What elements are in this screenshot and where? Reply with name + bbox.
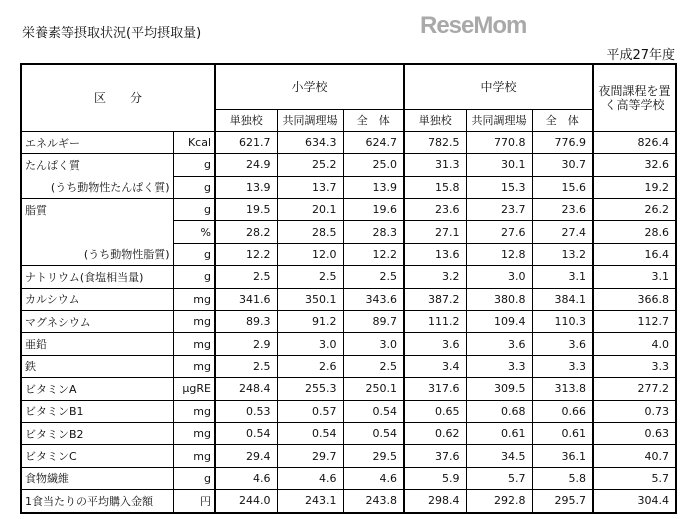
table-row	[21, 378, 676, 400]
value-cell: 28.2	[215, 221, 277, 243]
value-cell: 26.2	[593, 199, 676, 221]
value-cell: 112.7	[593, 311, 676, 333]
table-row	[21, 288, 676, 310]
table-row	[21, 422, 676, 444]
value-cell: 3.1	[532, 266, 593, 288]
value-cell: 5.9	[404, 467, 466, 489]
value-cell: 30.1	[466, 154, 532, 176]
table-row	[21, 311, 676, 333]
category-header: 区 分	[21, 64, 215, 131]
value-cell: 5.8	[532, 467, 593, 489]
row-unit: mg	[173, 288, 215, 310]
value-cell: 111.2	[404, 311, 466, 333]
row-unit: mg	[173, 355, 215, 377]
value-cell: 826.4	[593, 131, 676, 153]
row-unit: Kcal	[173, 131, 215, 153]
value-cell: 317.6	[404, 378, 466, 400]
value-cell: 28.6	[593, 221, 676, 243]
row-unit: mg	[173, 445, 215, 467]
value-cell: 3.4	[404, 355, 466, 377]
value-cell: 0.53	[215, 400, 277, 422]
value-cell: 15.8	[404, 176, 466, 198]
value-cell: 0.54	[343, 422, 404, 444]
table-row	[21, 154, 676, 176]
table-row	[21, 131, 676, 153]
row-unit: g	[173, 467, 215, 489]
value-cell: 255.3	[277, 378, 343, 400]
value-cell: 0.54	[215, 422, 277, 444]
value-cell: 384.1	[532, 288, 593, 310]
row-unit: g	[173, 176, 215, 198]
value-cell: 3.0	[343, 333, 404, 355]
value-cell: 248.4	[215, 378, 277, 400]
value-cell: 3.0	[466, 266, 532, 288]
value-cell: 2.5	[215, 355, 277, 377]
value-cell: 0.61	[532, 422, 593, 444]
value-cell: 0.73	[593, 400, 676, 422]
row-unit: mg	[173, 333, 215, 355]
value-cell: 295.7	[532, 490, 593, 513]
row-label: (うち動物性たんぱく質)	[21, 176, 173, 198]
value-cell: 31.3	[404, 154, 466, 176]
value-cell: 3.3	[532, 355, 593, 377]
row-unit: g	[173, 199, 215, 221]
value-cell: 0.68	[466, 400, 532, 422]
row-label: 食物繊維	[21, 467, 173, 489]
value-cell: 366.8	[593, 288, 676, 310]
value-cell: 621.7	[215, 131, 277, 153]
value-cell: 3.3	[593, 355, 676, 377]
value-cell: 2.5	[215, 266, 277, 288]
value-cell: 244.0	[215, 490, 277, 513]
value-cell: 29.4	[215, 445, 277, 467]
value-cell: 32.6	[593, 154, 676, 176]
value-cell: 309.5	[466, 378, 532, 400]
value-cell: 34.5	[466, 445, 532, 467]
value-cell: 3.6	[404, 333, 466, 355]
row-unit: mg	[173, 400, 215, 422]
row-label: エネルギー	[21, 131, 173, 153]
row-unit: g	[173, 243, 215, 265]
value-cell: 89.7	[343, 311, 404, 333]
value-cell: 20.1	[277, 199, 343, 221]
value-cell: 28.3	[343, 221, 404, 243]
table-row	[21, 176, 676, 198]
row-label: (うち動物性脂質)	[21, 243, 173, 265]
value-cell: 313.8	[532, 378, 593, 400]
value-cell: 4.6	[215, 467, 277, 489]
row-unit: μgRE	[173, 378, 215, 400]
value-cell: 2.9	[215, 333, 277, 355]
value-cell: 0.61	[466, 422, 532, 444]
value-cell: 15.6	[532, 176, 593, 198]
value-cell: 12.2	[343, 243, 404, 265]
row-unit: mg	[173, 422, 215, 444]
table-row	[21, 266, 676, 288]
table-row	[21, 445, 676, 467]
value-cell: 5.7	[466, 467, 532, 489]
value-cell: 12.8	[466, 243, 532, 265]
value-cell: 3.3	[466, 355, 532, 377]
table-row	[21, 400, 676, 422]
subheader-5: 全 体	[532, 109, 593, 131]
value-cell: 37.6	[404, 445, 466, 467]
value-cell: 2.5	[343, 355, 404, 377]
value-cell: 25.2	[277, 154, 343, 176]
table-row	[21, 490, 676, 513]
value-cell: 0.63	[593, 422, 676, 444]
value-cell: 0.54	[277, 422, 343, 444]
value-cell: 27.6	[466, 221, 532, 243]
row-label: マグネシウム	[21, 311, 173, 333]
value-cell: 24.9	[215, 154, 277, 176]
value-cell: 4.6	[277, 467, 343, 489]
value-cell: 4.6	[343, 467, 404, 489]
value-cell: 89.3	[215, 311, 277, 333]
value-cell: 30.7	[532, 154, 593, 176]
value-cell: 343.6	[343, 288, 404, 310]
table-row	[21, 243, 676, 265]
nutrition-table	[20, 63, 677, 514]
value-cell: 387.2	[404, 288, 466, 310]
value-cell: 19.6	[343, 199, 404, 221]
value-cell: 28.5	[277, 221, 343, 243]
junior-high-header: 中学校	[404, 64, 593, 109]
value-cell: 0.54	[343, 400, 404, 422]
value-cell: 2.5	[343, 266, 404, 288]
subheader-3: 単独校	[404, 109, 466, 131]
value-cell: 29.5	[343, 445, 404, 467]
value-cell: 298.4	[404, 490, 466, 513]
value-cell: 15.3	[466, 176, 532, 198]
value-cell: 25.0	[343, 154, 404, 176]
row-unit: g	[173, 266, 215, 288]
value-cell: 0.57	[277, 400, 343, 422]
row-unit: 円	[173, 490, 215, 513]
value-cell: 341.6	[215, 288, 277, 310]
value-cell: 782.5	[404, 131, 466, 153]
value-cell: 2.6	[277, 355, 343, 377]
value-cell: 5.7	[593, 467, 676, 489]
subheader-2: 全 体	[343, 109, 404, 131]
value-cell: 350.1	[277, 288, 343, 310]
subheader-0: 単独校	[215, 109, 277, 131]
value-cell: 29.7	[277, 445, 343, 467]
value-cell: 3.6	[532, 333, 593, 355]
document-title: 栄養素等摂取状況(平均摂取量)	[22, 26, 202, 41]
value-cell: 23.6	[404, 199, 466, 221]
value-cell: 624.7	[343, 131, 404, 153]
value-cell: 13.9	[215, 176, 277, 198]
row-label	[21, 221, 173, 243]
value-cell: 109.4	[466, 311, 532, 333]
row-label: ビタミンB2	[21, 422, 173, 444]
value-cell: 3.6	[466, 333, 532, 355]
elementary-header: 小学校	[215, 64, 404, 109]
value-cell: 40.7	[593, 445, 676, 467]
value-cell: 13.2	[532, 243, 593, 265]
value-cell: 380.8	[466, 288, 532, 310]
value-cell: 27.1	[404, 221, 466, 243]
value-cell: 3.2	[404, 266, 466, 288]
table-row	[21, 199, 676, 221]
night-high-header: 夜間課程を置く高等学校	[593, 64, 676, 131]
value-cell: 27.4	[532, 221, 593, 243]
subheader-4: 共同調理場	[466, 109, 532, 131]
row-unit: mg	[173, 311, 215, 333]
row-label: 鉄	[21, 355, 173, 377]
value-cell: 23.6	[532, 199, 593, 221]
value-cell: 12.2	[215, 243, 277, 265]
row-label: ビタミンA	[21, 378, 173, 400]
value-cell: 277.2	[593, 378, 676, 400]
value-cell: 19.2	[593, 176, 676, 198]
row-label: カルシウム	[21, 288, 173, 310]
value-cell: 16.4	[593, 243, 676, 265]
value-cell: 91.2	[277, 311, 343, 333]
value-cell: 0.62	[404, 422, 466, 444]
value-cell: 3.0	[277, 333, 343, 355]
table-row	[21, 355, 676, 377]
value-cell: 2.5	[277, 266, 343, 288]
row-label: 脂質	[21, 199, 173, 221]
table-row	[21, 467, 676, 489]
value-cell: 12.0	[277, 243, 343, 265]
value-cell: 243.1	[277, 490, 343, 513]
table-row	[21, 333, 676, 355]
value-cell: 770.8	[466, 131, 532, 153]
table-row	[21, 221, 676, 243]
row-unit: %	[173, 221, 215, 243]
watermark-logo: ReseMom	[420, 12, 527, 39]
value-cell: 23.7	[466, 199, 532, 221]
fiscal-year: 平成27年度	[606, 48, 675, 63]
value-cell: 292.8	[466, 490, 532, 513]
row-label: 1食当たりの平均購入金額	[21, 490, 173, 513]
row-label: 亜鉛	[21, 333, 173, 355]
value-cell: 19.5	[215, 199, 277, 221]
row-label: ビタミンC	[21, 445, 173, 467]
value-cell: 110.3	[532, 311, 593, 333]
value-cell: 13.9	[343, 176, 404, 198]
value-cell: 0.65	[404, 400, 466, 422]
value-cell: 13.7	[277, 176, 343, 198]
value-cell: 250.1	[343, 378, 404, 400]
value-cell: 3.1	[593, 266, 676, 288]
value-cell: 4.0	[593, 333, 676, 355]
row-label: ビタミンB1	[21, 400, 173, 422]
value-cell: 634.3	[277, 131, 343, 153]
value-cell: 243.8	[343, 490, 404, 513]
value-cell: 776.9	[532, 131, 593, 153]
value-cell: 36.1	[532, 445, 593, 467]
value-cell: 304.4	[593, 490, 676, 513]
value-cell: 0.66	[532, 400, 593, 422]
subheader-1: 共同調理場	[277, 109, 343, 131]
value-cell: 13.6	[404, 243, 466, 265]
row-label: ナトリウム(食塩相当量)	[21, 266, 173, 288]
row-unit: g	[173, 154, 215, 176]
row-label: たんぱく質	[21, 154, 173, 176]
